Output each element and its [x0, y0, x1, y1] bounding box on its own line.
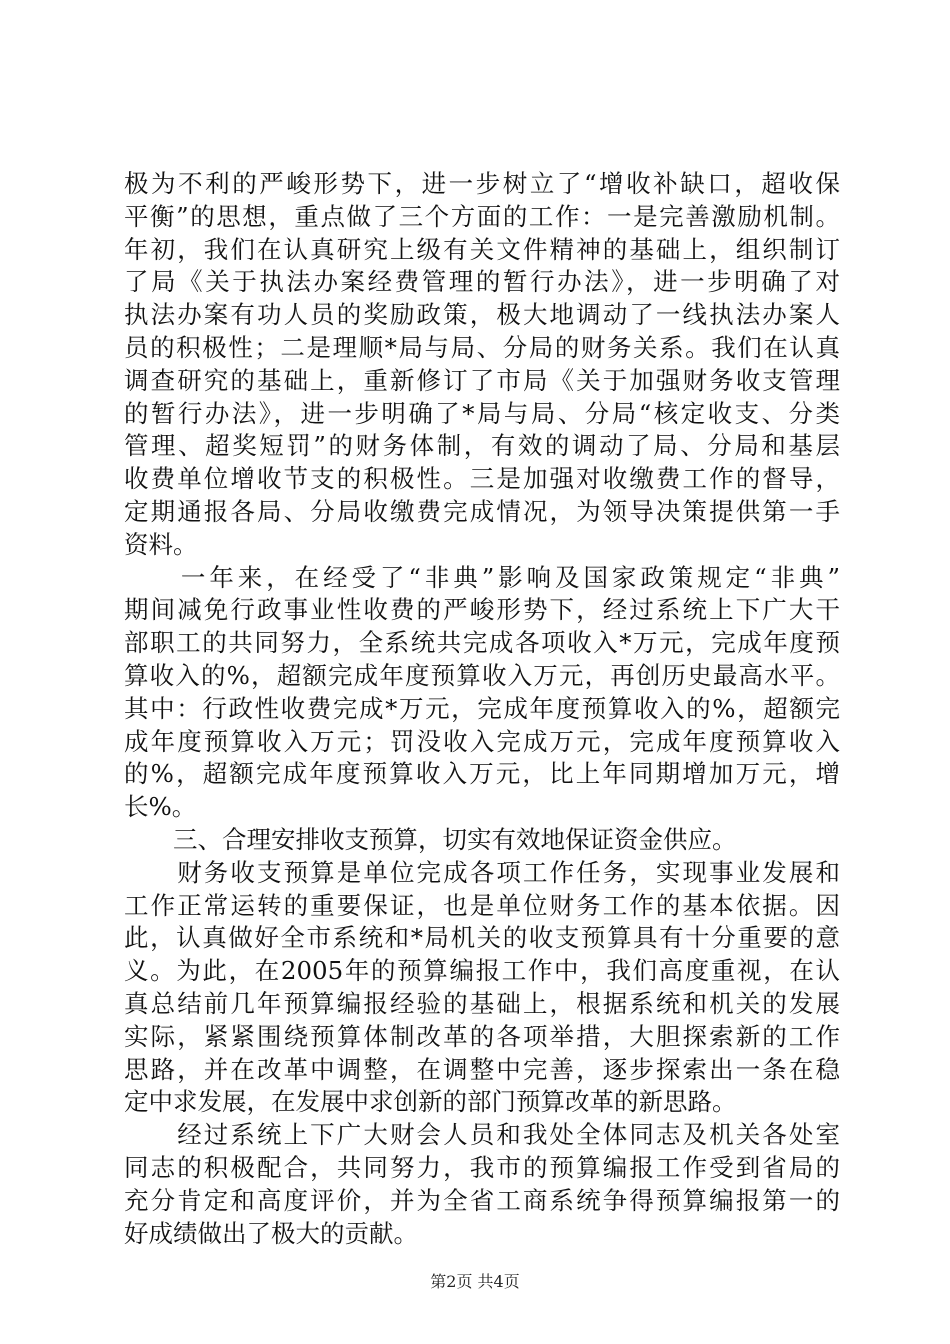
text-line: 了局《关于执法办案经费管理的暂行办法》，进一步明确了对 [124, 267, 840, 297]
paragraph-budget-recognition [124, 1119, 840, 1250]
text-line: 调查研究的基础上，重新修订了市局《关于加强财务收支管理 [124, 365, 840, 395]
text-line: 充分肯定和高度评价，并为全省工商系统争得预算编报第一的 [124, 1185, 840, 1215]
text-line: 好成绩做出了极大的贡献。 [124, 1218, 418, 1248]
text-line: 算收入的%，超额完成年度预算收入万元，再创历史最高水平。 [124, 660, 840, 690]
text-line: 平衡”的思想，重点做了三个方面的工作：一是完善激励机制。 [124, 201, 840, 231]
text-line: 期间减免行政事业性收费的严峻形势下，经过系统上下广大干 [124, 595, 840, 625]
paragraph-annual-results [124, 562, 840, 824]
text-line: 极为不利的严峻形势下，进一步树立了“增收补缺口，超收保 [124, 169, 840, 198]
text-line: 其中：行政性收费完成*万元，完成年度预算收入的%，超额完 [124, 693, 840, 723]
paragraph-budget-importance [124, 857, 840, 1119]
text-line: 真总结前几年预算编报经验的基础上，根据系统和机关的发展 [124, 988, 840, 1018]
text-line: 定期通报各局、分局收缴费完成情况，为领导决策提供第一手 [124, 496, 840, 526]
text-line: 工作正常运转的重要保证，也是单位财务工作的基本依据。因 [124, 890, 840, 920]
text-line: 收费单位增收节支的积极性。三是加强对收缴费工作的督导， [124, 464, 840, 494]
text-line: 的%，超额完成年度预算收入万元，比上年同期增加万元，增 [124, 759, 840, 789]
document-body [124, 168, 840, 1250]
section-heading-budget [124, 824, 840, 857]
text-line: 实际，紧紧围绕预算体制改革的各项举措，大胆探索新的工作 [124, 1021, 840, 1051]
text-line: 部职工的共同努力，全系统共完成各项收入*万元，完成年度预 [124, 628, 840, 658]
heading-line: 三、合理安排收支预算，切实有效地保证资金供应。 [124, 824, 737, 854]
paragraph-incentive-mechanism [124, 168, 840, 562]
text-line: 的暂行办法》，进一步明确了*局与局、分局“核定收支、分类 [124, 398, 840, 428]
text-line: 财务收支预算是单位完成各项工作任务，实现事业发展和 [124, 857, 840, 887]
text-line: 管理、超奖短罚”的财务体制，有效的调动了局、分局和基层 [124, 431, 840, 461]
text-line: 资料。 [124, 529, 198, 559]
text-line: 义。为此，在2005年的预算编报工作中，我们高度重视，在认 [124, 956, 840, 986]
text-line: 员的积极性；二是理顺*局与局、分局的财务关系。我们在认真 [124, 332, 840, 362]
text-line: 经过系统上下广大财会人员和我处全体同志及机关各处室 [124, 1120, 840, 1150]
text-line: 长%。 [124, 792, 197, 822]
text-line: 年初，我们在认真研究上级有关文件精神的基础上，组织制订 [124, 234, 840, 264]
text-line: 此，认真做好全市系统和*局机关的收支预算具有十分重要的意 [124, 923, 840, 953]
page-number-footer: 第2页 共4页 [430, 1272, 520, 1291]
text-line: 一年来，在经受了“非典”影响及国家政策规定“非典” [124, 562, 840, 592]
text-line: 同志的积极配合，共同努力，我市的预算编报工作受到省局的 [124, 1152, 840, 1182]
text-line: 定中求发展，在发展中求创新的部门预算改革的新思路。 [124, 1087, 737, 1117]
text-line: 执法办案有功人员的奖励政策，极大地调动了一线执法办案人 [124, 300, 840, 330]
text-line: 成年度预算收入万元；罚没收入完成万元，完成年度预算收入 [124, 726, 840, 756]
text-line: 思路，并在改革中调整，在调整中完善，逐步探索出一条在稳 [124, 1054, 840, 1084]
